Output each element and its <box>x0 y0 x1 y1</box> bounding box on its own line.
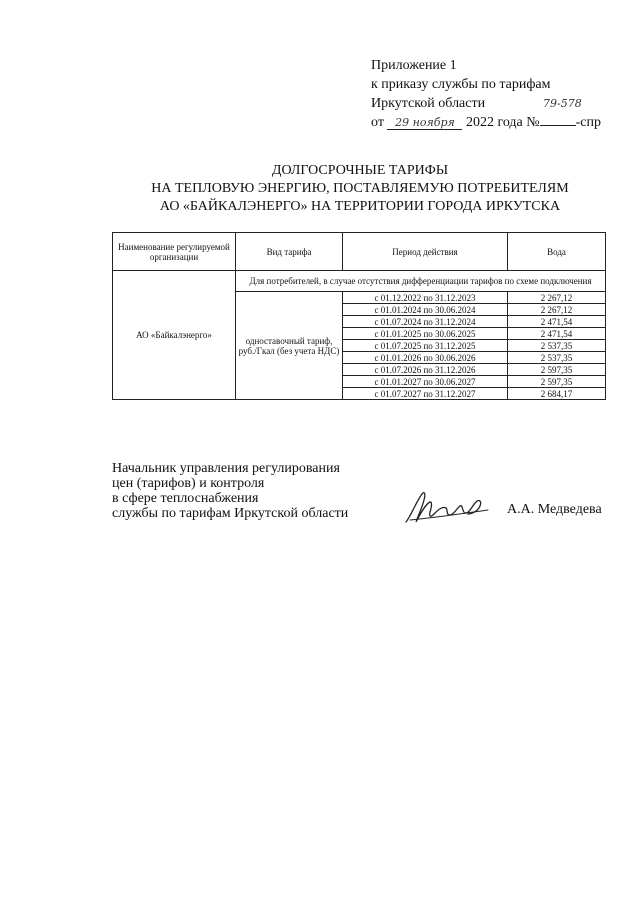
header-water: Вода <box>508 233 606 271</box>
org-cell: АО «Байкалэнерго» <box>113 271 236 400</box>
period-cell: с 01.01.2025 по 30.06.2025 <box>343 328 508 340</box>
signatory-position <box>112 461 348 521</box>
signer-name: А.А. Медведева <box>507 502 602 517</box>
signature-icon <box>402 484 494 535</box>
value-cell: 2 471,54 <box>508 316 606 328</box>
document-title <box>100 162 620 216</box>
year-text: 2022 года № <box>465 115 540 130</box>
period-cell: с 01.01.2026 по 30.06.2026 <box>343 352 508 364</box>
value-cell: 2 597,35 <box>508 376 606 388</box>
title-line-1: ДОЛГОСРОЧНЫЕ ТАРИФЫ <box>271 163 449 178</box>
tariff-table <box>112 232 606 400</box>
period-cell: с 01.01.2024 по 30.06.2024 <box>343 304 508 316</box>
header-kind: Вид тарифа <box>236 233 343 271</box>
value-cell: 2 267,12 <box>508 304 606 316</box>
value-cell: 2 537,35 <box>508 352 606 364</box>
tariff-kind-cell: одноставочный тариф, руб./Гкал (без учета НДС) <box>236 292 343 400</box>
appendix-title: Приложение 1 <box>371 58 457 73</box>
value-cell: 2 537,35 <box>508 340 606 352</box>
title-line-2: НА ТЕПЛОВУЮ ЭНЕРГИЮ, ПОСТАВЛЯЕМУЮ ПОТРЕБИТЕЛЯМ <box>151 181 569 196</box>
handwritten-date: 29 ноября <box>387 116 462 130</box>
period-cell: с 01.07.2024 по 31.12.2024 <box>343 316 508 328</box>
period-cell: с 01.01.2027 по 30.06.2027 <box>343 376 508 388</box>
header-org: Наименование регулируемой организации <box>113 233 236 271</box>
period-cell: с 01.07.2025 по 31.12.2025 <box>343 340 508 352</box>
position-line-1: Начальник управления регулирования <box>112 461 340 476</box>
note-cell: Для потребителей, в случае отсутствия дифференциации тарифов по схеме подключения <box>236 271 606 292</box>
table-row <box>113 271 606 292</box>
header-period: Период действия <box>343 233 508 271</box>
value-cell: 2 684,17 <box>508 388 606 400</box>
date-prefix: от <box>371 115 384 130</box>
appendix-date-line <box>371 113 633 132</box>
appendix-block <box>371 56 633 132</box>
appendix-line-region: Иркутской области <box>371 96 486 111</box>
appendix-line-order: к приказу службы по тарифам <box>371 77 551 92</box>
period-cell: с 01.07.2026 по 31.12.2026 <box>343 364 508 376</box>
title-line-3: АО «БАЙКАЛЭНЕРГО» НА ТЕРРИТОРИИ ГОРОДА ИРКУТСКА <box>159 199 561 214</box>
number-blank <box>540 113 576 126</box>
position-line-3: в сфере теплоснабжения <box>112 491 259 506</box>
period-cell: с 01.12.2022 по 31.12.2023 <box>343 292 508 304</box>
table-header-row <box>113 233 606 271</box>
value-cell: 2 597,35 <box>508 364 606 376</box>
handwritten-number: 79-578 <box>543 97 582 110</box>
value-cell: 2 267,12 <box>508 292 606 304</box>
position-line-2: цен (тарифов) и контроля <box>112 476 265 491</box>
number-suffix: -спр <box>575 115 601 130</box>
period-cell: с 01.07.2027 по 31.12.2027 <box>343 388 508 400</box>
value-cell: 2 471,54 <box>508 328 606 340</box>
position-line-4: службы по тарифам Иркутской области <box>112 506 349 521</box>
